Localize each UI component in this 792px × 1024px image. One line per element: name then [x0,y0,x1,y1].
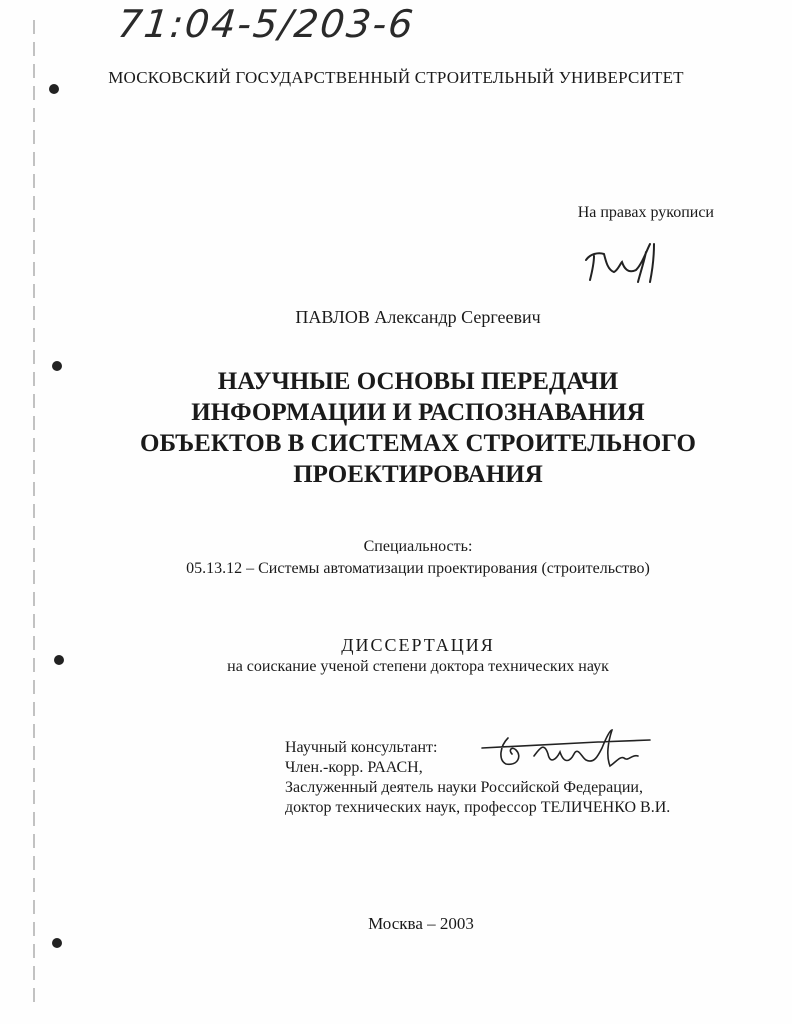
city-year: Москва – 2003 [368,914,474,933]
title-line: ОБЪЕКТОВ В СИСТЕМАХ СТРОИТЕЛЬНОГО [140,430,696,457]
punch-hole-mark [52,361,62,371]
consultant-line: доктор технических наук, профессор ТЕЛИЧЕНКО В.И. [285,799,671,816]
consultant-block [285,738,670,818]
author-signature [584,240,674,285]
scan-margin-line [33,20,35,1010]
consultant-line: Член.-корр. РААСН, [285,759,423,776]
specialty-value: 05.13.12 – Системы автоматизации проектирования (строительство) [186,560,650,577]
consultant-line: Научный консультант: [285,739,438,756]
dissertation-title [80,366,756,490]
handwritten-archive-code: 71:04-5/203-6 [115,2,417,46]
punch-hole-mark [52,938,62,948]
consultant-line: Заслуженный деятель науки Российской Федерации, [285,779,643,796]
dissertation-subtitle: на соискание ученой степени доктора технических наук [227,658,609,675]
author-name: ПАВЛОВ Александр Сергеевич [295,307,541,327]
dissertation-heading: ДИССЕРТАЦИЯ [341,635,495,655]
title-line: ИНФОРМАЦИИ И РАСПОЗНАВАНИЯ [191,399,645,426]
rights-note: На правах рукописи [577,204,714,221]
specialty-label: Специальность: [363,538,473,555]
title-line: НАУЧНЫЕ ОСНОВЫ ПЕРЕДАЧИ [217,368,619,395]
university-name: МОСКОВСКИЙ ГОСУДАРСТВЕННЫЙ СТРОИТЕЛЬНЫЙ УНИВЕРСИТЕТ [108,68,684,87]
title-line: ПРОЕКТИРОВАНИЯ [293,461,543,488]
